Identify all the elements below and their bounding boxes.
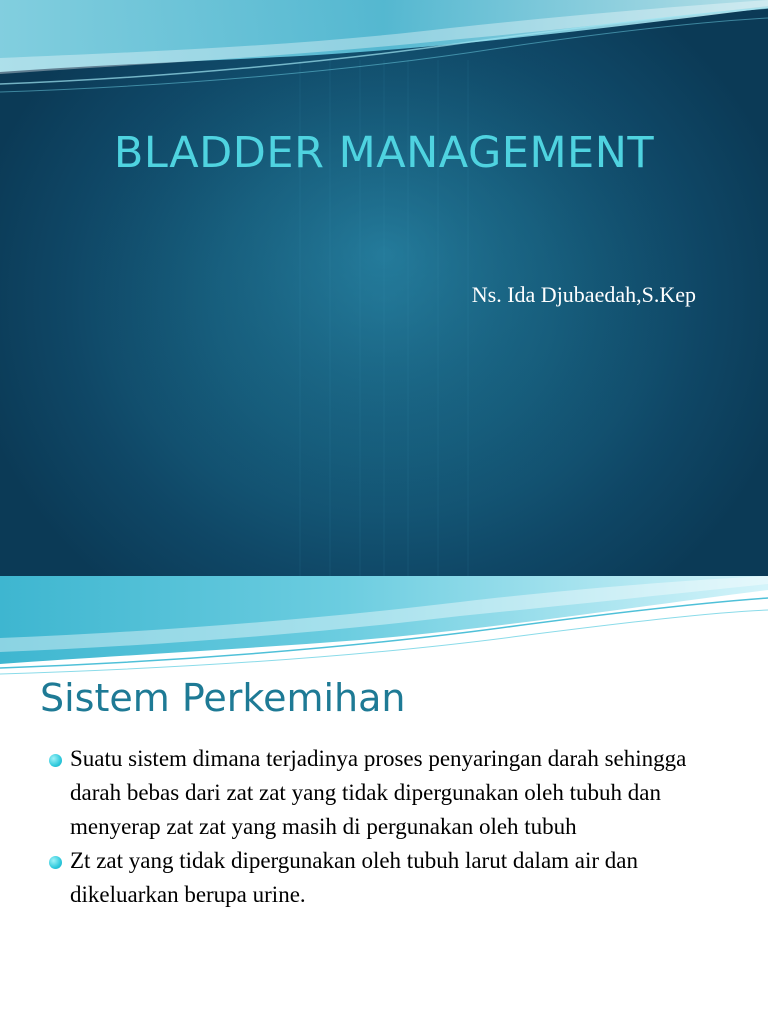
content-slide [0,576,768,1024]
bullet-text: Zt zat yang tidak dipergunakan oleh tubuh larut dalam air dan dikeluarkan berupa urine. [70,848,639,907]
author-name: Ns. Ida Djubaedah,S.Kep [471,282,696,307]
bullet-list [48,742,738,912]
bullet-item [48,742,738,844]
bullet-text: Suatu sistem dimana terjadinya proses penyaringan darah sehingga darah bebas dari zat zat yang tidak dipergunakan oleh tubuh dan menyerap zat zat yang masih di pergunakan oleh tubuh [70,746,687,839]
section-heading: Sistem Perkemihan [40,676,406,720]
bullet-dot-icon [49,754,62,767]
presentation-title: BLADDER MANAGEMENT [113,128,655,178]
header-wave-decoration [0,576,768,676]
bullet-item [48,844,738,912]
bullet-dot-icon [49,856,62,869]
